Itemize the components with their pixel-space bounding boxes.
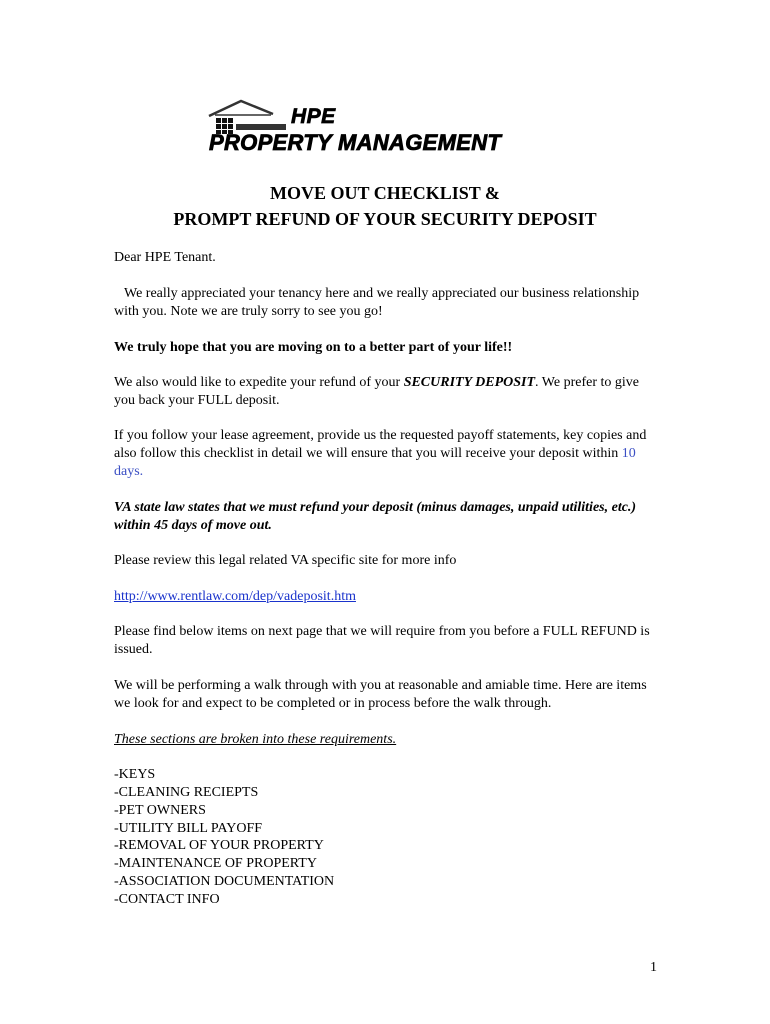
list-item: -MAINTENANCE OF PROPERTY — [114, 856, 317, 871]
page-number: 1 — [650, 960, 657, 975]
logo-text-property-management: PROPERTY MANAGEMENT — [209, 130, 502, 155]
paragraph-review-site: Please review this legal related VA specific site for more info — [114, 553, 457, 568]
greeting: Dear HPE Tenant. — [114, 250, 216, 265]
ten-days-highlight: 10 days. — [114, 446, 636, 479]
paragraph-hope: We truly hope that you are moving on to a better part of your life!! — [114, 340, 513, 355]
list-item: -CONTACT INFO — [114, 892, 220, 907]
list-item: -REMOVAL OF YOUR PROPERTY — [114, 838, 324, 853]
rentlaw-link-container — [114, 588, 662, 606]
document-title-line-2: PROMPT REFUND OF YOUR SECURITY DEPOSIT — [173, 209, 597, 229]
list-item: -PET OWNERS — [114, 803, 206, 818]
paragraph-lease-agreement — [114, 427, 662, 481]
list-item: -UTILITY BILL PAYOFF — [114, 821, 263, 836]
company-logo — [207, 98, 552, 160]
document-title-line-1: MOVE OUT CHECKLIST & — [270, 183, 500, 203]
paragraph-va-law: VA state law states that we must refund your deposit (minus damages, unpaid utilities, etc.) within 45 days of move out. — [114, 500, 637, 533]
rentlaw-link[interactable]: http://www.rentlaw.com/dep/vadeposit.htm — [114, 589, 356, 604]
paragraph-full-refund: Please find below items on next page that we will require from you before a FULL REFUND is issued. — [114, 624, 650, 657]
expedite-text: We also would like to expedite your refund of your — [114, 375, 404, 390]
paragraph-expedite-refund — [114, 374, 662, 410]
security-deposit-emphasis: SECURITY DEPOSIT — [403, 375, 536, 390]
logo-text-hpe: HPE — [291, 105, 336, 128]
requirements-heading-text: These sections are broken into these requirements. — [114, 732, 397, 747]
paragraph-appreciation: We really appreciated your tenancy here and we really appreciated our business relationship with you. Note we are truly sorry to see you go! — [114, 286, 640, 319]
paragraph-walk-through: We will be performing a walk through with you at reasonable and amiable time. Here are items we look for and expect to be completed or in process before the walk through. — [114, 678, 647, 711]
lease-text: If you follow your lease agreement, provide us the requested payoff statements, key copies and also follow this checklist in detail we will ensure that you will receive your deposit within — [114, 428, 647, 461]
expedite-text-end: . We prefer to give you back your FULL deposit. — [114, 375, 639, 408]
list-item: -ASSOCIATION DOCUMENTATION — [114, 874, 335, 889]
list-item: -CLEANING RECIEPTS — [114, 785, 259, 800]
requirements-heading — [114, 731, 662, 749]
list-item: -KEYS — [114, 767, 156, 782]
